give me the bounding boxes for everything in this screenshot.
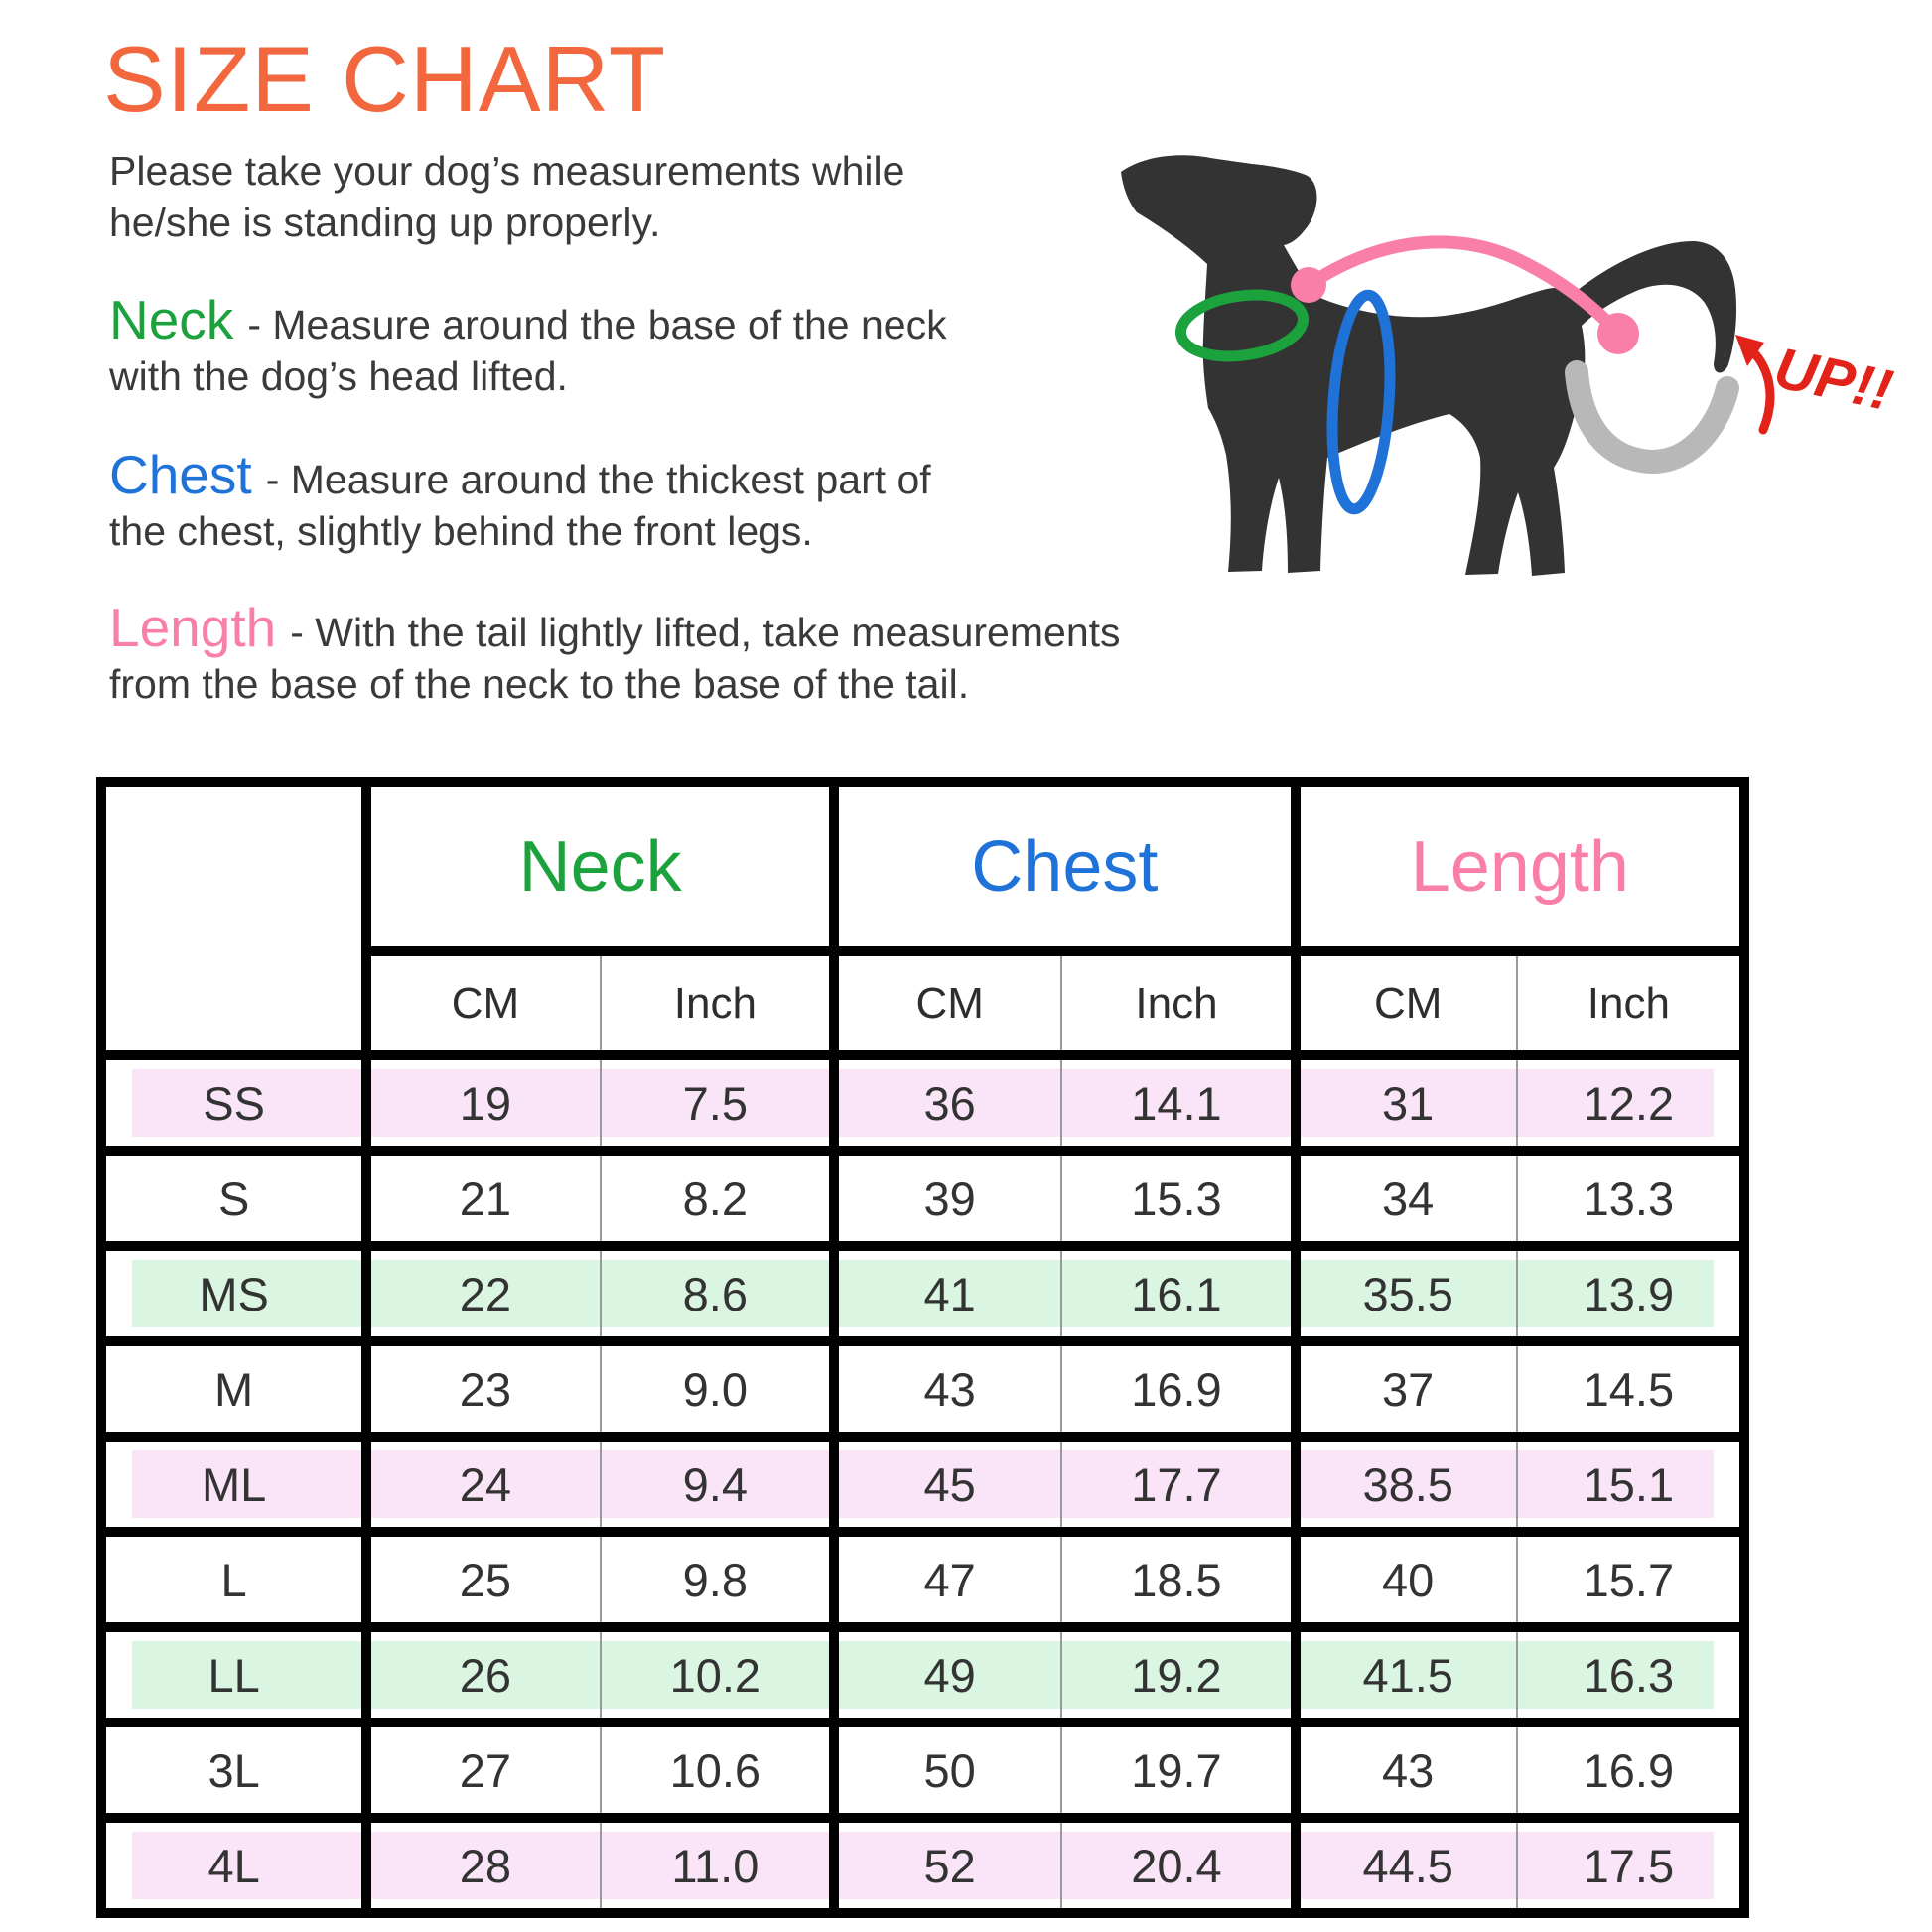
table-cell: 47 xyxy=(834,1532,1061,1627)
table-row-S xyxy=(101,1151,1744,1246)
column-header-chest: Chest xyxy=(834,782,1296,951)
table-cell: 18.5 xyxy=(1061,1532,1295,1627)
table-row-4L xyxy=(101,1818,1744,1913)
unit-header-inch: Inch xyxy=(1517,951,1744,1055)
table-cell: 23 xyxy=(366,1341,600,1437)
size-label: ML xyxy=(101,1437,366,1532)
table-cell: 45 xyxy=(834,1437,1061,1532)
table-cell: 49 xyxy=(834,1627,1061,1723)
legend-chest-desc-2: the chest, slightly behind the front legs. xyxy=(109,508,813,554)
size-table xyxy=(96,777,1749,1918)
table-cell: 43 xyxy=(1296,1723,1517,1818)
table-cell: 15.7 xyxy=(1517,1532,1744,1627)
table-row-L xyxy=(101,1532,1744,1627)
table-cell: 22 xyxy=(366,1246,600,1341)
size-table-head xyxy=(101,782,1744,1055)
table-cell: 34 xyxy=(1296,1151,1517,1246)
intro-line-1: Please take your dog’s measurements while xyxy=(109,148,905,194)
table-cell: 41 xyxy=(834,1246,1061,1341)
table-cell: 28 xyxy=(366,1818,600,1913)
table-cell: 20.4 xyxy=(1061,1818,1295,1913)
legend-length-desc-1: - With the tail lightly lifted, take measurements xyxy=(290,610,1121,655)
table-cell: 10.2 xyxy=(601,1627,834,1723)
table-cell: 13.9 xyxy=(1517,1246,1744,1341)
size-label: MS xyxy=(101,1246,366,1341)
table-cell: 39 xyxy=(834,1151,1061,1246)
column-header-length: Length xyxy=(1296,782,1744,951)
size-column-corner xyxy=(101,782,366,1055)
size-label: LL xyxy=(101,1627,366,1723)
length-dot-tail xyxy=(1597,313,1639,354)
table-cell: 52 xyxy=(834,1818,1061,1913)
table-row-MS xyxy=(101,1246,1744,1341)
table-cell: 36 xyxy=(834,1055,1061,1151)
table-cell: 26 xyxy=(366,1627,600,1723)
table-cell: 41.5 xyxy=(1296,1627,1517,1723)
table-cell: 40 xyxy=(1296,1532,1517,1627)
dog-illustration xyxy=(870,94,1932,621)
table-row-3L xyxy=(101,1723,1744,1818)
length-dot-neck xyxy=(1291,267,1326,303)
unit-header-inch: Inch xyxy=(601,951,834,1055)
table-cell: 17.5 xyxy=(1517,1818,1744,1913)
page-title: SIZE CHART xyxy=(103,27,667,131)
table-row-SS xyxy=(101,1055,1744,1151)
legend-neck-desc-1: - Measure around the base of the neck xyxy=(247,302,947,347)
table-cell: 17.7 xyxy=(1061,1437,1295,1532)
dog-silhouette xyxy=(1121,155,1736,576)
table-row-ML xyxy=(101,1437,1744,1532)
table-cell: 19 xyxy=(366,1055,600,1151)
table-cell: 27 xyxy=(366,1723,600,1818)
table-cell: 8.6 xyxy=(601,1246,834,1341)
intro-text xyxy=(109,145,904,248)
table-cell: 16.3 xyxy=(1517,1627,1744,1723)
table-row-LL xyxy=(101,1627,1744,1723)
table-cell: 31 xyxy=(1296,1055,1517,1151)
table-cell: 35.5 xyxy=(1296,1246,1517,1341)
table-cell: 19.7 xyxy=(1061,1723,1295,1818)
table-cell: 15.1 xyxy=(1517,1437,1744,1532)
legend-neck-desc-2: with the dog’s head lifted. xyxy=(109,353,568,399)
size-label: S xyxy=(101,1151,366,1246)
column-header-neck: Neck xyxy=(366,782,834,951)
size-label: L xyxy=(101,1532,366,1627)
table-cell: 9.8 xyxy=(601,1532,834,1627)
size-label: 3L xyxy=(101,1723,366,1818)
table-cell: 19.2 xyxy=(1061,1627,1295,1723)
table-cell: 7.5 xyxy=(601,1055,834,1151)
unit-header-cm: CM xyxy=(834,951,1061,1055)
table-cell: 50 xyxy=(834,1723,1061,1818)
table-cell: 14.5 xyxy=(1517,1341,1744,1437)
table-cell: 16.9 xyxy=(1061,1341,1295,1437)
table-cell: 21 xyxy=(366,1151,600,1246)
up-label: UP!! xyxy=(1768,335,1898,424)
table-cell: 13.3 xyxy=(1517,1151,1744,1246)
table-cell: 15.3 xyxy=(1061,1151,1295,1246)
legend-neck-term: Neck xyxy=(109,289,234,350)
table-cell: 37 xyxy=(1296,1341,1517,1437)
size-label: M xyxy=(101,1341,366,1437)
table-cell: 43 xyxy=(834,1341,1061,1437)
table-cell: 8.2 xyxy=(601,1151,834,1246)
legend-length-term: Length xyxy=(109,597,277,658)
table-cell: 12.2 xyxy=(1517,1055,1744,1151)
table-cell: 38.5 xyxy=(1296,1437,1517,1532)
unit-header-cm: CM xyxy=(1296,951,1517,1055)
legend-neck xyxy=(109,289,947,402)
intro-line-2: he/she is standing up properly. xyxy=(109,200,661,245)
size-label: 4L xyxy=(101,1818,366,1913)
table-cell: 16.1 xyxy=(1061,1246,1295,1341)
table-cell: 14.1 xyxy=(1061,1055,1295,1151)
table-cell: 24 xyxy=(366,1437,600,1532)
table-row-M xyxy=(101,1341,1744,1437)
legend-length-desc-2: from the base of the neck to the base of the tail. xyxy=(109,661,970,707)
unit-header-inch: Inch xyxy=(1061,951,1295,1055)
table-cell: 25 xyxy=(366,1532,600,1627)
unit-header-cm: CM xyxy=(366,951,600,1055)
table-cell: 16.9 xyxy=(1517,1723,1744,1818)
size-table-body xyxy=(101,1055,1744,1913)
table-cell: 11.0 xyxy=(601,1818,834,1913)
table-cell: 9.4 xyxy=(601,1437,834,1532)
table-cell: 10.6 xyxy=(601,1723,834,1818)
legend-chest-desc-1: - Measure around the thickest part of xyxy=(265,457,931,502)
table-cell: 9.0 xyxy=(601,1341,834,1437)
legend-chest xyxy=(109,444,931,557)
lowered-tail xyxy=(1577,372,1727,462)
size-label: SS xyxy=(101,1055,366,1151)
table-cell: 44.5 xyxy=(1296,1818,1517,1913)
legend-chest-term: Chest xyxy=(109,444,252,505)
